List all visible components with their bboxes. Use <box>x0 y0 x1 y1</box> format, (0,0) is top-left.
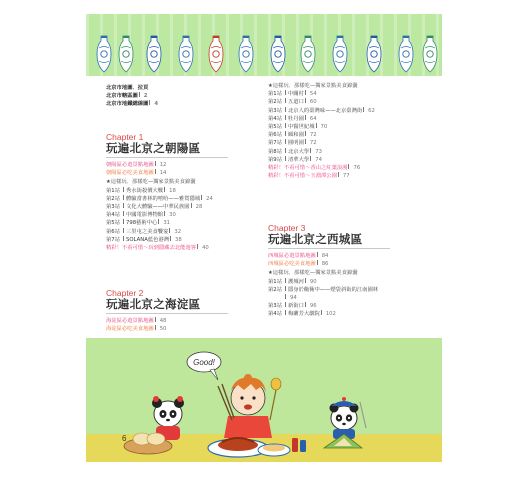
station-name: 梅蘭芳大劇院 <box>288 311 320 318</box>
station-name: 秀水街殺價大戰 <box>126 187 164 194</box>
map-item[interactable]: 北京市轄區圖 2 <box>106 93 148 100</box>
separator <box>285 310 286 315</box>
separator <box>170 236 171 241</box>
top-banner <box>86 14 442 76</box>
station-page: 102 <box>325 311 336 318</box>
vase-icon <box>238 34 254 74</box>
station-number: 第4站 <box>268 115 282 122</box>
separator <box>285 286 286 291</box>
station-name: 新街口 <box>288 303 304 310</box>
station-name: 頤和園 <box>288 132 304 139</box>
separator <box>158 219 159 224</box>
station-name: 牡丹園 <box>288 115 304 122</box>
station-item[interactable] <box>268 286 390 294</box>
separator <box>123 195 124 200</box>
station-item[interactable] <box>268 156 375 164</box>
station-item[interactable] <box>268 123 375 131</box>
station-item[interactable] <box>106 228 228 236</box>
station-name: 798藝術中心 <box>126 220 158 227</box>
station-number: 第2站 <box>106 195 120 202</box>
chapter-2-title: 玩遍北京之海淀區 <box>106 297 201 311</box>
station-number: 第6站 <box>106 228 120 235</box>
vase-icon <box>96 34 112 74</box>
separator <box>285 156 286 161</box>
separator <box>191 203 192 208</box>
chapter-3-title: 玩遍北京之西城區 <box>268 232 363 246</box>
chapter-2-continued <box>268 82 375 180</box>
separator <box>305 139 306 144</box>
separator <box>164 211 165 216</box>
separator <box>169 228 170 233</box>
separator <box>285 131 286 136</box>
station-item[interactable] <box>268 139 375 147</box>
separator <box>285 302 286 307</box>
separator <box>285 107 286 112</box>
separator <box>285 98 286 103</box>
station-number: 第1站 <box>268 278 282 285</box>
separator <box>201 195 202 200</box>
separator <box>123 187 124 192</box>
station-item[interactable] <box>268 107 375 115</box>
separator <box>305 98 306 103</box>
station-page: 72 <box>309 132 317 139</box>
chapter-2-map-food[interactable]: 海淀區必吃美食地圖 50 <box>106 326 167 333</box>
bowl-icon <box>258 444 290 456</box>
station-page: 70 <box>320 124 328 131</box>
separator <box>305 302 306 307</box>
map-list <box>106 84 158 109</box>
station-name: 中關村 <box>288 91 304 98</box>
station-number: 第9站 <box>268 156 282 163</box>
station-page: 28 <box>195 204 203 211</box>
station-page: 73 <box>315 148 322 155</box>
separator <box>123 211 124 216</box>
station-number: 第5站 <box>268 124 282 131</box>
separator <box>123 203 124 208</box>
vase-icon <box>422 34 438 74</box>
separator <box>305 90 306 95</box>
station-name: 三里屯之美食饗宴 <box>126 228 169 235</box>
station-page: 94 <box>290 295 297 302</box>
chapter-1-intro: ★這樣玩．那樣吃—獨家景點美食錦囊 <box>106 179 196 186</box>
chapter-1-map-food[interactable]: 朝陽區必吃美食地圖 14 <box>106 170 167 177</box>
page-number: 6 <box>122 434 127 443</box>
station-number: 第2站 <box>268 286 282 293</box>
separator <box>316 123 317 128</box>
chapter-2-label: Chapter 2 <box>106 288 144 298</box>
chapter-2-bonus-2[interactable]: 精彩！不看可惜～玉淵潭公園 77 <box>268 173 350 180</box>
station-number: 第1站 <box>106 187 120 194</box>
separator <box>123 219 124 224</box>
separator <box>305 115 306 120</box>
station-page: 38 <box>175 236 182 243</box>
station-page: 32 <box>174 228 182 235</box>
chapter-1-map-sights[interactable]: 朝陽區必遊景點地圖 12 <box>106 162 167 168</box>
station-item[interactable] <box>106 195 228 203</box>
chapter-1-block <box>106 132 228 252</box>
chapter-3-rule <box>268 248 390 249</box>
chapter-2-block <box>106 288 228 333</box>
vase-icon <box>270 34 286 74</box>
separator <box>321 310 322 315</box>
station-item[interactable] <box>106 219 228 227</box>
vase-icon <box>366 34 382 74</box>
station-item[interactable] <box>268 90 375 98</box>
chapter-3-label: Chapter 3 <box>268 223 306 233</box>
speech-bubble-text: Good! <box>193 358 215 367</box>
vase-icon <box>300 34 316 74</box>
separator <box>285 148 286 153</box>
station-number: 第3站 <box>268 303 282 310</box>
station-item[interactable] <box>268 278 390 286</box>
station-item[interactable] <box>268 115 375 123</box>
chapter-3-block <box>268 223 390 319</box>
separator <box>363 107 364 112</box>
station-page: 31 <box>163 220 171 227</box>
illustration-svg <box>86 338 442 462</box>
chapter-2-rule <box>106 313 228 314</box>
station-number: 第7站 <box>268 140 282 147</box>
station-name: 體驗當書林的嘻哈——雅賞隱城 <box>126 195 201 202</box>
station-number: 第1站 <box>268 91 282 98</box>
station-number: 第8站 <box>268 148 282 155</box>
separator <box>285 139 286 144</box>
station-page: 24 <box>206 195 213 202</box>
cartoon-illustration <box>86 338 442 462</box>
map-item[interactable]: 北京市地鐵總線圖 4 <box>106 101 159 108</box>
station-number: 第4站 <box>268 311 282 318</box>
separator <box>123 236 124 241</box>
vase-icon <box>178 34 194 74</box>
chapter-3-stations <box>268 278 390 319</box>
separator <box>305 131 306 136</box>
station-number: 第7站 <box>106 236 120 243</box>
station-name: 北京大學 <box>288 148 310 155</box>
separator <box>285 90 286 95</box>
chapter-3-intro: ★這樣玩．那樣吃—獨家景點美食錦囊 <box>268 270 358 277</box>
chapter-1-stations <box>106 187 228 244</box>
vase-icon <box>146 34 162 74</box>
station-item[interactable] <box>106 203 228 211</box>
station-number: 第4站 <box>106 212 120 219</box>
station-page: 30 <box>169 212 176 219</box>
station-item[interactable] <box>268 148 375 156</box>
chapter-1-title: 玩遍北京之朝陽區 <box>106 141 201 155</box>
separator <box>285 115 286 120</box>
station-item[interactable] <box>106 187 228 195</box>
station-name: SOLANA藍色港灣 <box>126 236 170 243</box>
station-name: 圓明園 <box>288 140 304 147</box>
station-page: 18 <box>169 187 176 194</box>
separator <box>285 294 286 299</box>
vase-icon <box>208 34 224 74</box>
station-name: 北京人的臺灣味——北京臺灣街 <box>288 107 363 114</box>
station-item[interactable] <box>268 294 390 302</box>
chapter-2-map-sights[interactable]: 海淀區必遊景點地圖 48 <box>106 318 167 324</box>
station-number: 第3站 <box>268 107 282 114</box>
vase-icon <box>118 34 134 74</box>
separator <box>310 148 311 153</box>
station-item[interactable] <box>268 131 375 139</box>
station-item[interactable] <box>268 302 390 310</box>
chapter-3-map-food[interactable]: 西城區必吃美食地圖 86 <box>268 261 329 268</box>
station-page: 64 <box>309 115 317 122</box>
separator <box>123 228 124 233</box>
station-name: 中醫世紀城 <box>288 124 315 131</box>
station-name: 五道口 <box>288 99 304 106</box>
separator <box>285 123 286 128</box>
chapter-2-intro: ★這樣玩．那樣吃—獨家景點美食錦囊 <box>268 83 358 89</box>
banner-stripes <box>86 14 442 76</box>
station-page: 74 <box>315 156 322 163</box>
station-name: 清華大學 <box>288 156 310 163</box>
station-page: 72 <box>309 140 317 147</box>
vase-icon <box>332 34 348 74</box>
station-page: 62 <box>368 107 375 114</box>
station-page: 60 <box>309 99 317 106</box>
station-number: 第5站 <box>106 220 120 227</box>
station-item[interactable] <box>268 98 375 106</box>
station-name: 中國電影博物館 <box>126 212 164 219</box>
station-number: 第2站 <box>268 99 282 106</box>
station-number: 第3站 <box>106 204 120 211</box>
station-page: 90 <box>309 278 317 285</box>
station-name: 隱身於衚衕中——煙袋斜街的江南園林 <box>288 286 379 293</box>
separator <box>305 278 306 283</box>
chapter-1-rule <box>106 157 228 158</box>
station-item[interactable] <box>106 236 228 244</box>
chapter-3-map-sights[interactable]: 西城區必遊景點地圖 84 <box>268 253 329 259</box>
station-name: 文化大體驗——中華民族園 <box>126 204 190 211</box>
separator <box>285 278 286 283</box>
station-item[interactable] <box>268 310 390 318</box>
chapter-1-label: Chapter 1 <box>106 132 144 142</box>
chapter-2-bonus-1[interactable]: 精彩！不看可惜～香山之紅葉浪漫 76 <box>268 165 361 172</box>
station-page: 54 <box>309 91 317 98</box>
station-number: 第6站 <box>268 132 282 139</box>
separator <box>310 156 311 161</box>
station-page: 96 <box>309 303 317 310</box>
chapter-1-bonus[interactable]: 精彩！不看可惜～玩到隱藏去北能遊客 40 <box>106 245 209 252</box>
chapter-2-stations <box>268 90 375 164</box>
map-item[interactable]: 北京市地圖．拉頁 <box>106 85 149 91</box>
separator <box>164 187 165 192</box>
vase-icon <box>398 34 414 74</box>
station-item[interactable] <box>106 211 228 219</box>
station-name: 護城河 <box>288 278 304 285</box>
